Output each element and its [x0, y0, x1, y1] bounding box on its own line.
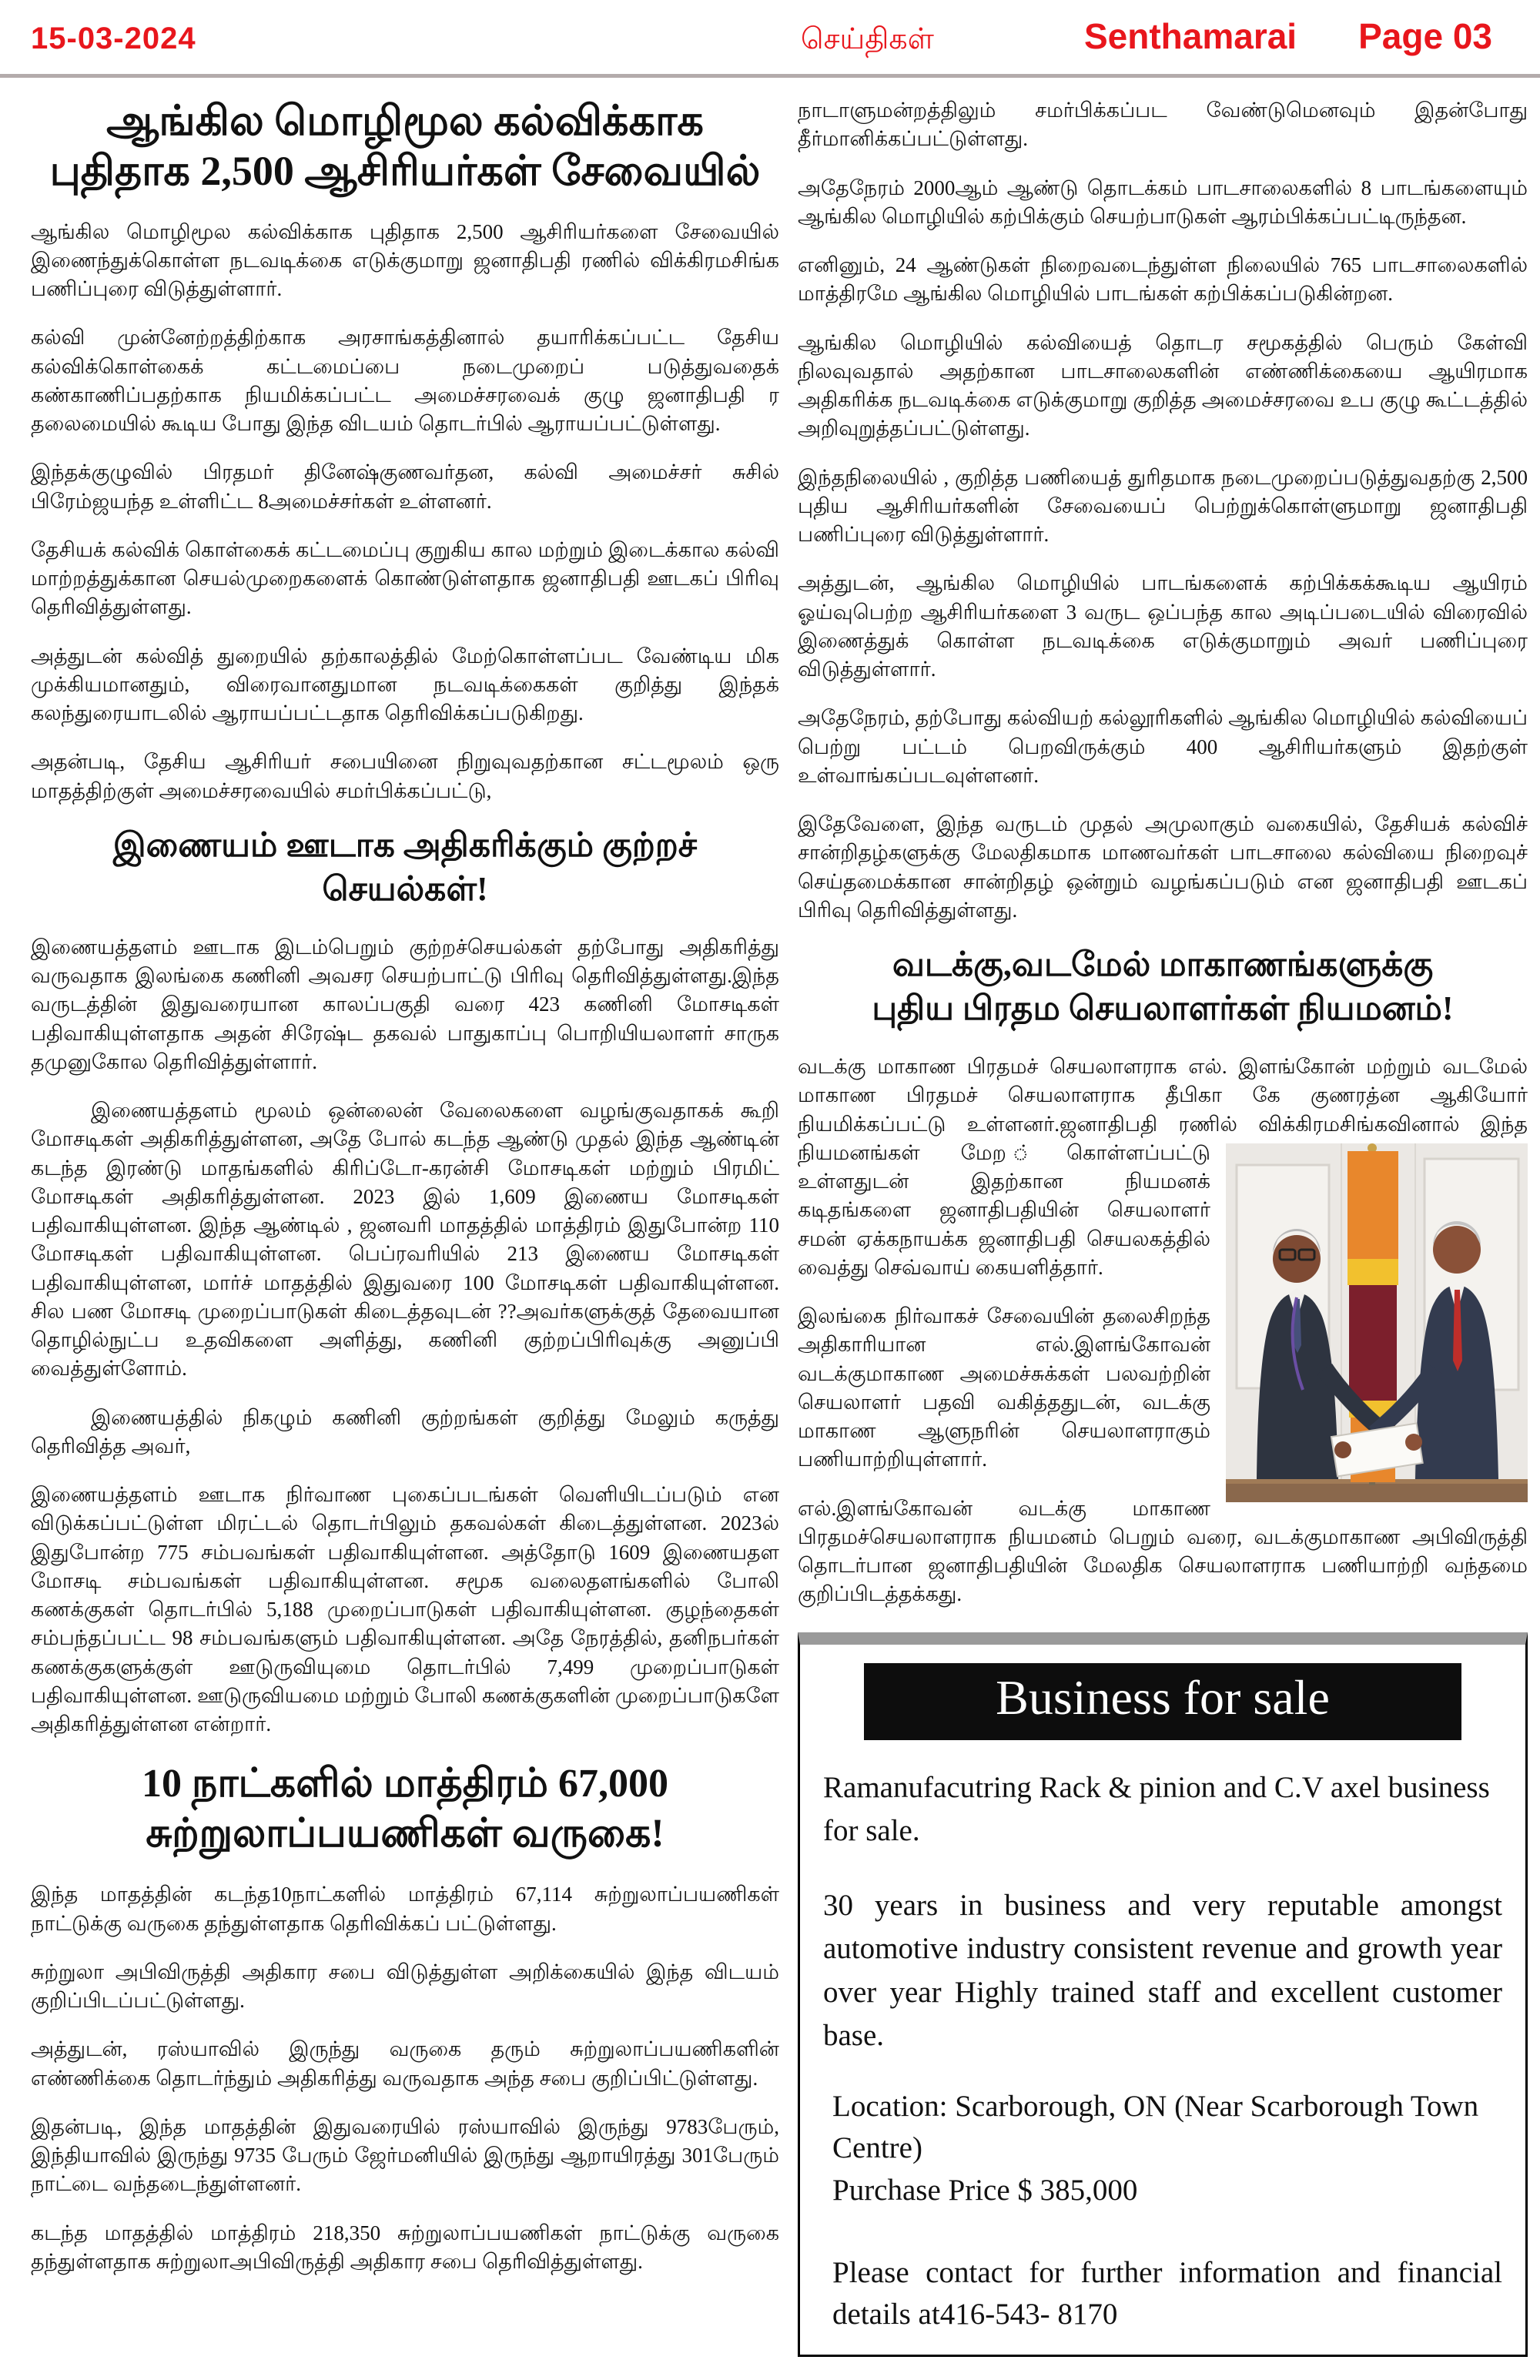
article-paragraph: இணையத்தளம் ஊடாக நிர்வாண புகைப்படங்கள் வெளியிடப்படும் என விடுக்கப்பட்டுள்ள மிரட்டல் தொடர்பிலும் தகவல்கள் கிடைத்துள்ளன. 2023ல் இதுபோன்ற 775 சம்பவங்கள் பதிவாகியுள்ளன. அத்தோடு 1609 இணையதள மோசடி சம்பவங்கள் பதிவாகியுள்ளன. சமூக வலைதளங்களில் போலி கணக்குகள் தொடர்பில் 5,188 முறைப்பாடுகள் பதிவாகியுள்ளன. குழந்தைகள் சம்பந்தப்பட்ட 98 சம்பவங்களும் பதிவாகியுள்ளன. அதே நேரத்தில், தனிநபர்கள் கணக்குகளுக்குள் ஊடுருவியுமை தொடர்பில் 7,499 முறைப்பாடுகள் பதிவாகியுள்ளன. ஊடுருவியமை மற்றும் போலி கணக்குகளின் முறைப்பாடுகளே அதிகரித்துள்ளன என்றார்.: [31, 1483, 779, 1736]
article-paragraph: கடந்த மாதத்தில் மாத்திரம் 218,350 சுற்றுலாப்பயணிகள் நாட்டுக்கு வருகை தந்துள்ளதாக சுற்றுலாஅபிவிருத்தி அதிகார சபை தெரிவித்துள்ளது.: [31, 2221, 779, 2273]
left-column: [31, 96, 779, 2357]
business-for-sale-ad: [798, 1632, 1528, 2357]
headline-tourists: [31, 1759, 779, 1859]
ad-title-bar: [864, 1663, 1461, 1740]
paragraph-text: நியமனங்கள் மேற ்கொள்ளப்பட்டு உள்ளதுடன் இதற்கான நியமனக் கடிதங்களை ஜனாதிபதியின் செயலாளர் சமன் ஏக்கநாயக்க ஜனாதிபதி செயலகத்தில் வைத்து செவ்வாய் கையளித்தார்.: [798, 1140, 1210, 1279]
paragraph-text: வடக்கு மாகாண பிரதமச் செயலாளராக எல். இளங்கோன் மற்றும் வடமேல் மாகாண பிரதமச் செயலாளராக தீபிகா கே குணரத்ன ஆகியோர் நியமிக்கப்பட்டு உள்ளனர்.ஜனாதிபதி ரணில் விக்கிரமசிங்கவினால் இந்த: [798, 1055, 1528, 1136]
page-columns: [0, 96, 1540, 2357]
headline-appointments-line1: வடக்கு,வடமேல் மாகாணங்களுக்கு: [892, 946, 1434, 983]
ad-paragraph: 30 years in business and very reputable amongst automotive industry consistent revenue and growth year over year Highly trained staff and excellent customer base.: [823, 1888, 1502, 2053]
article-paragraph: எல்.இளங்கோவன் வடக்கு மாகாண பிரதமச்செயலாளராக நியமனம் பெறும் வரை, வடக்குமாகாண அபிவிருத்தி தொடர்பான ஜனாதிபதியின் மேலதிக செயலாளராக பணியாற்றி வந்தமை குறிப்பிடத்தக்கது.: [798, 1496, 1528, 1606]
ad-contact-line: Please contact for further information and financial details at416-543- 8170: [832, 2255, 1502, 2331]
article-paragraph: கல்வி முன்னேற்றத்திற்காக அரசாங்கத்தினால் தயாரிக்கப்பட்ட தேசிய கல்விக்கொள்கைக் கட்டமைப்பை நடைமுறைப் படுத்துவதைக் கண்காணிப்பதற்காக நியமிக்கப்பட்ட அமைச்சரவைக் குழு ஜனாதிபதி ர தலைமையில் கூடிய போது இந்த விடயம் தொடர்பில் ஆராயப்பட்டுள்ளது.: [31, 326, 779, 436]
headline-tourists-line2: சுற்றுலாப்பயணிகள் வருகை!: [146, 1812, 665, 1856]
article-paragraph: இந்தக்குழுவில் பிரதமர் தினேஷ்குணவர்தன, கல்வி அமைச்சர் சுசில் பிரேம்ஜயந்த உள்ளிட்ட 8அமைச்சர்கள் உள்ளனர்.: [31, 460, 779, 513]
article-paragraph: அத்துடன், ஆங்கில மொழியில் பாடங்களைக் கற்பிக்கக்கூடிய ஆயிரம் ஓய்வுபெற்ற ஆசிரியர்களை 3 வருட ஒப்பந்த கால அடிப்படையில் விரைவில் இணைத்துக் கொள்ள நடவடிக்கை எடுக்குமாறும் அவர் பணிப்புரை விடுத்துள்ளார்.: [798, 571, 1528, 681]
right-column: [798, 96, 1528, 2357]
ad-location-line: Location: Scarborough, ON (Near Scarborough Town Centre): [832, 2089, 1479, 2165]
masthead-divider: [0, 74, 1540, 78]
article-paragraph: சுற்றுலா அபிவிருத்தி அதிகார சபை விடுத்துள்ள அறிக்கையில் இந்த விடயம் குறிப்பிடப்பட்டுள்ளது.: [31, 1960, 779, 2013]
ad-title: Business for sale: [996, 1669, 1330, 1725]
ad-price-line: Purchase Price $ 385,000: [832, 2173, 1138, 2207]
article-paragraph: தேசியக் கல்விக் கொள்கைக் கட்டமைப்பு குறுகிய கால மற்றும் இடைக்கால கல்வி மாற்றத்துக்கான செயல்முறைகளைக் கொண்டுள்ளதாக ஜனாதிபதி ஊடகப் பிரிவு தெரிவித்துள்ளது.: [31, 537, 779, 619]
article-paragraph: இந்த மாதத்தின் கடந்த10நாட்களில் மாத்திரம் 67,114 சுற்றுலாப்பயணிகள் நாட்டுக்கு வருகை தந்துள்ளதாக தெரிவிக்கப் பட்டுள்ளது.: [31, 1883, 779, 1935]
masthead: [0, 0, 1540, 65]
article-paragraph: இந்தநிலையில் , குறித்த பணியைத் துரிதமாக நடைமுறைப்படுத்துவதற்கு 2,500 புதிய ஆசிரியர்களின் சேவையைப் பெற்றுக்கொள்ளுமாறு ஜனாதிபதி பணிப்புரை விடுத்துள்ளார்.: [798, 465, 1528, 546]
article-paragraph: இதேவேளை, இந்த வருடம் முதல் அமுலாகும் வகையில், தேசியக் கல்விச் சான்றிதழ்களுக்கு மேலதிகமாக மாணவர்கள் பாடசாலை கல்வியை நிறைவுச் செய்தமைக்கான சான்றிதழ் ஒன்றும் வழங்கப்படும் என ஜனாதிபதி ஊடகப் பிரிவு தெரிவித்துள்ளது.: [798, 812, 1528, 922]
article-paragraph: இணையத்தளம் ஊடாக இடம்பெறும் குற்றச்செயல்கள் தற்போது அதிகரித்து வருவதாக இலங்கை கணினி அவசர செயற்பாட்டு பிரிவு தெரிவித்துள்ளது.இந்த வருடத்தின் இதுவரையான காலப்பகுதி வரை 423 கணினி மோசடிகள் பதிவாகியுள்ளதாக அதன் சிரேஷ்ட தகவல் பாதுகாப்பு பொறியியலாளர் சாருக தமுனுகோல தெரிவித்துள்ளார்.: [31, 935, 779, 1073]
headline-tourists-line1: 10 நாட்களில் மாத்திரம் 67,000: [141, 1762, 669, 1806]
section-title: செய்திகள்: [801, 23, 934, 55]
headline-education-line2: புதிதாக 2,500 ஆசிரியர்கள் சேவையில்: [49, 147, 761, 194]
article-paragraph: அதேநேரம் 2000ஆம் ஆண்டு தொடக்கம் பாடசாலைகளில் 8 பாடங்களையும் ஆங்கில மொழியில் கற்பிக்கும் செயற்பாடுகள் ஆரம்பிக்கப்பட்டிருந்தன.: [798, 176, 1528, 228]
article-paragraph: அத்துடன் கல்வித் துறையில் தற்காலத்தில் மேற்கொள்ளப்பட வேண்டிய மிக முக்கியமானதும், விரைவானதுமான நடவடிக்கைகள் குறித்து இந்தக் கலந்துரையாடலில் ஆராயப்பட்டதாக தெரிவிக்கப்படுகிறது.: [31, 644, 779, 725]
article-paragraph: [798, 1053, 1528, 1282]
article-paragraph: இலங்கை நிர்வாகச் சேவையின் தலைசிறந்த அதிகாரியான எல்.இளங்கோவன் வடக்குமாகாண அமைச்சுக்கள் பலவற்றின் செயலாளர் பதவி வகித்ததுடன், வடக்கு மாகாண ஆளுநரின் செயலாளராகும் பணியாற்றியுள்ளார்.: [798, 1304, 1210, 1471]
headline-education-line1: ஆங்கில மொழிமூல கல்விக்காக: [106, 98, 704, 144]
headline-appointments: [798, 945, 1528, 1033]
appointments-article-body: [798, 1053, 1528, 1609]
headline-cyber-crimes: இணையம் ஊடாக அதிகரிக்கும் குற்றச் செயல்கள்!: [112, 825, 698, 908]
article-paragraph: ஆங்கில மொழிமூல கல்விக்காக புதிதாக 2,500 ஆசிரியர்களை சேவையில் இணைந்துக்கொள்ள நடவடிக்கை எடுக்குமாறு ஜனாதிபதி ரணில் விக்கிரமசிங்க பணிப்புரை விடுத்துள்ளார்.: [31, 219, 779, 301]
article-paragraph: இணையத்தளம் மூலம் ஒன்லைன் வேலைகளை வழங்குவதாகக் கூறி மோசடிகள் அதிகரித்துள்ளன, அதே போல் கடந்த ஆண்டு முதல் இந்த ஆண்டின் கடந்த இரண்டு மாதங்களில் கிரிப்டோ-கரன்சி மோசடிகள் மற்றும் பிரமிட் மோசடிகள் அதிகரித்துள்ளன. 2023 இல் 1,609 இணைய மோசடிகள் பதிவாகியுள்ளன. இந்த ஆண்டில் , ஜனவரி மாதத்தில் மாத்திரம் இதுபோன்ற 110 மோசடிகள் பதிவாகியுள்ளன. பெப்ரவரியில் 213 இணைய மோசடிகள் பதிவாகியுள்ளன, மார்ச் மாதத்தில் இதுவரை 100 மோசடிகள் பதிவாகியுள்ளன. சில பண மோசடி முறைப்பாடுகள் கிடைத்தவுடன் ??அவர்களுக்குத் தேவையான தொழில்நுட்ப உதவிகளை அளித்து, கணினி குற்றப்பிரிவுக்கு அனுப்பி வைத்துள்ளோம்.: [31, 1099, 779, 1381]
paper-name: Senthamarai: [1083, 16, 1297, 56]
article-paragraph: அத்துடன், ரஸ்யாவில் இருந்து வருகை தரும் சுற்றுலாப்பயணிகளின் எண்ணிக்கை தொடர்ந்தும் அதிகரித்து வருவதாக அந்த சபை குறிப்பிட்டுள்ளது.: [31, 2037, 779, 2090]
appointment-photo-graphic: [1226, 1143, 1528, 1502]
article-paragraph: இதன்படி, இந்த மாதத்தின் இதுவரையில் ரஸ்யாவில் இருந்து 9783பேரும், இந்தியாவில் இருந்து 9735 பேரும் ஜேர்மனியில் இருந்து ஆறாயிரத்து 301பேரும் நாட்டை வந்தடைந்துள்ளனர்.: [31, 2114, 779, 2196]
article-paragraph: நாடாளுமன்றத்திலும் சமர்பிக்கப்பட வேண்டுமெனவும் இதன்போது தீர்மானிக்கப்பட்டுள்ளது.: [798, 99, 1528, 151]
page-number: Page 03: [1358, 16, 1492, 56]
headline-appointments-line2: புதிய பிரதம செயலாளர்கள் நியமனம்!: [872, 989, 1454, 1027]
article-paragraph: எனினும், 24 ஆண்டுகள் நிறைவடைந்துள்ள நிலையில் 765 பாடசாலைகளில் மாத்திரமே ஆங்கில மொழியில் பாடங்கள் கற்பிக்கப்படுகின்றன.: [798, 253, 1528, 306]
article-paragraph: ஆங்கில மொழியில் கல்வியைத் தொடர சமூகத்தில் பெரும் கேள்வி நிலவுவதால் அதற்கான பாடசாலைகளின் எண்ணிக்கையை ஆயிரமாக அதிகரிக்க நடவடிக்கை எடுக்குமாறு குறித்த அமைச்சரவை உப குழு கூட்டத்தில் அறிவுறுத்தப்பட்டுள்ளது.: [798, 330, 1528, 440]
appointment-photo: [1226, 1143, 1528, 1502]
article-paragraph: இணையத்தில் நிகழும் கணினி குற்றங்கள் குறித்து மேலும் கருத்து தெரிவித்த அவர்,: [31, 1405, 779, 1458]
article-paragraph: அதேநேரம், தற்போது கல்வியற் கல்லூரிகளில் ஆங்கில மொழியில் கல்வியைப் பெற்று பட்டம் பெறவிருக்கும் 400 ஆசிரியர்களும் இதற்குள் உள்வாங்கப்படவுள்ளனர்.: [798, 706, 1528, 787]
issue-date: 15-03-2024: [31, 22, 196, 55]
ad-paragraph: Ramanufacutring Rack & pinion and C.V axel business for sale.: [823, 1770, 1490, 1848]
article-paragraph: அதன்படி, தேசிய ஆசிரியர் சபையினை நிறுவுவதற்கான சட்டமூலம் ஒரு மாதத்திற்குள் அமைச்சரவையில் சமர்பிக்கப்பட்டு,: [31, 750, 779, 802]
headline-education: [31, 96, 779, 196]
